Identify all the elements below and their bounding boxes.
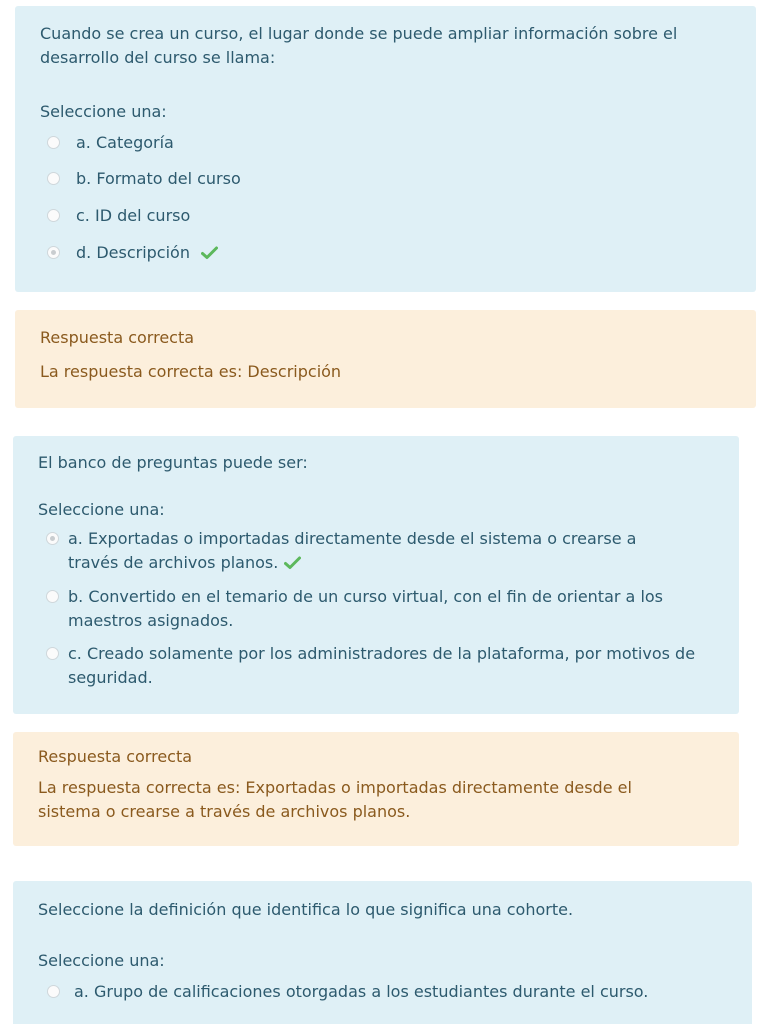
question-2-text: El banco de preguntas puede ser: <box>38 453 308 472</box>
question-1-box <box>15 6 756 292</box>
question-1-option-c[interactable] <box>47 204 190 228</box>
option-label: a. Grupo de calificaciones otorgadas a los estudiantes durante el curso. <box>74 982 649 1001</box>
question-3-prompt: Seleccione una: <box>38 951 165 970</box>
check-icon <box>201 243 218 267</box>
feedback-1-answer: La respuesta correcta es: Descripción <box>40 362 342 381</box>
question-2-option-a[interactable] <box>46 527 686 577</box>
question-1-prompt: Seleccione una: <box>40 102 167 121</box>
feedback-2-title: Respuesta correcta <box>38 747 193 766</box>
question-2-option-c[interactable] <box>46 642 716 690</box>
question-2-option-b[interactable] <box>46 585 716 633</box>
question-1-option-a[interactable] <box>47 131 174 155</box>
question-1-option-b[interactable] <box>47 167 241 191</box>
option-label: c. ID del curso <box>76 206 191 225</box>
question-2-prompt: Seleccione una: <box>38 500 165 519</box>
radio-button[interactable] <box>46 590 59 603</box>
radio-button[interactable] <box>47 172 60 185</box>
check-icon <box>284 553 301 577</box>
question-3-option-a[interactable] <box>47 980 648 1004</box>
option-label: b. Convertido en el temario de un curso virtual, con el fin de orientar a los maestros asignados. <box>68 587 664 630</box>
feedback-1-box <box>15 310 756 408</box>
feedback-1-title: Respuesta correcta <box>40 328 195 347</box>
feedback-2-box <box>13 732 739 846</box>
radio-button-selected[interactable] <box>46 532 59 545</box>
question-3-box <box>13 881 752 1024</box>
radio-button[interactable] <box>47 985 60 998</box>
radio-button-selected[interactable] <box>47 246 60 259</box>
radio-button[interactable] <box>47 136 60 149</box>
question-1-text: Cuando se crea un curso, el lugar donde se puede ampliar información sobre el desarrollo del curso se llama: <box>40 24 678 67</box>
option-label: b. Formato del curso <box>76 169 241 188</box>
question-3-text: Seleccione la definición que identifica lo que significa una cohorte. <box>38 900 574 919</box>
radio-button[interactable] <box>46 647 59 660</box>
option-label-wrap <box>68 527 686 577</box>
radio-button[interactable] <box>47 209 60 222</box>
question-2-box <box>13 436 739 714</box>
option-label: d. Descripción <box>76 243 190 262</box>
question-1-option-d[interactable] <box>47 241 218 267</box>
feedback-2-answer: La respuesta correcta es: Exportadas o importadas directamente desde el sistema o crearse a través de archivos planos. <box>38 778 632 821</box>
option-label: a. Categoría <box>76 133 174 152</box>
option-label: a. Exportadas o importadas directamente desde el sistema o crearse a través de archivos planos. <box>68 529 637 572</box>
option-label: c. Creado solamente por los administradores de la plataforma, por motivos de seguridad. <box>68 644 696 687</box>
